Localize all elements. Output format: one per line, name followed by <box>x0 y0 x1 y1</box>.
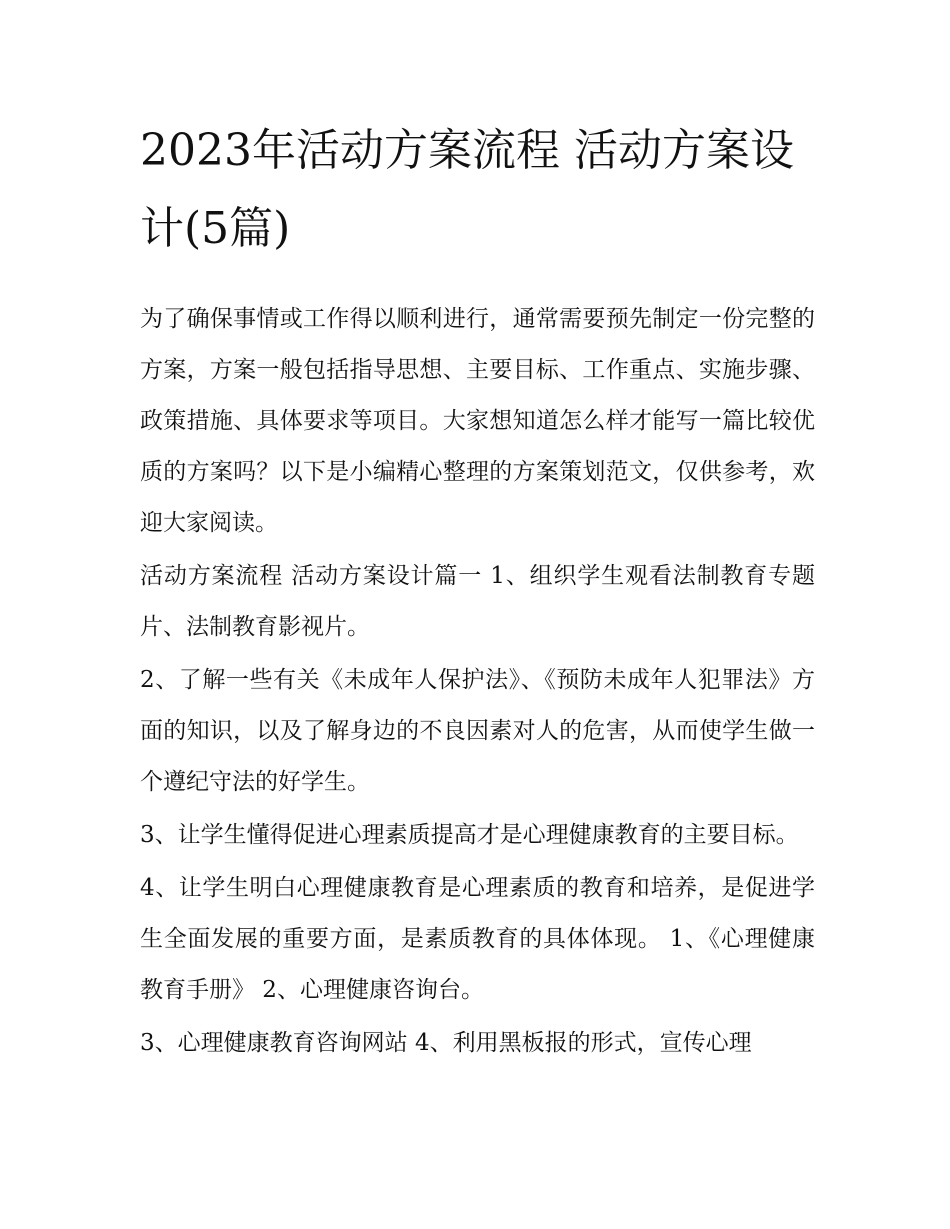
document-page <box>140 112 815 1071</box>
paragraph-item-4: 4、让学生明白心理健康教育是心理素质的教育和培养，是促进学生全面发展的重要方面，是素质教育的具体体现。 1、《心理健康教育手册》 2、心理健康咨询台。 <box>140 875 815 1003</box>
paragraph-section-one: 活动方案流程 活动方案设计篇一 1、组织学生观看法制教育专题片、法制教育影视片。 <box>140 563 815 640</box>
document-title: 2023年活动方案流程 活动方案设计(5篇) <box>140 125 794 254</box>
paragraph-item-5: 3、心理健康教育咨询网站 4、利用黑板报的形式，宣传心理 <box>140 1030 752 1056</box>
paragraph-item-2: 2、了解一些有关《未成年人保护法》、《预防未成年人犯罪法》方面的知识，以及了解身边的不良因素对人的危害，从而使学生做一个遵纪守法的好学生。 <box>140 667 815 795</box>
paragraph-item-3: 3、让学生懂得促进心理素质提高才是心理健康教育的主要目标。 <box>140 822 799 848</box>
paragraph-intro: 为了确保事情或工作得以顺利进行，通常需要预先制定一份完整的方案，方案一般包括指导思想、主要目标、工作重点、实施步骤、政策措施、具体要求等项目。大家想知道怎么样才能写一篇比较优质的方案吗？以下是小编精心整理的方案策划范文，仅供参考，欢迎大家阅读。 <box>140 306 815 536</box>
